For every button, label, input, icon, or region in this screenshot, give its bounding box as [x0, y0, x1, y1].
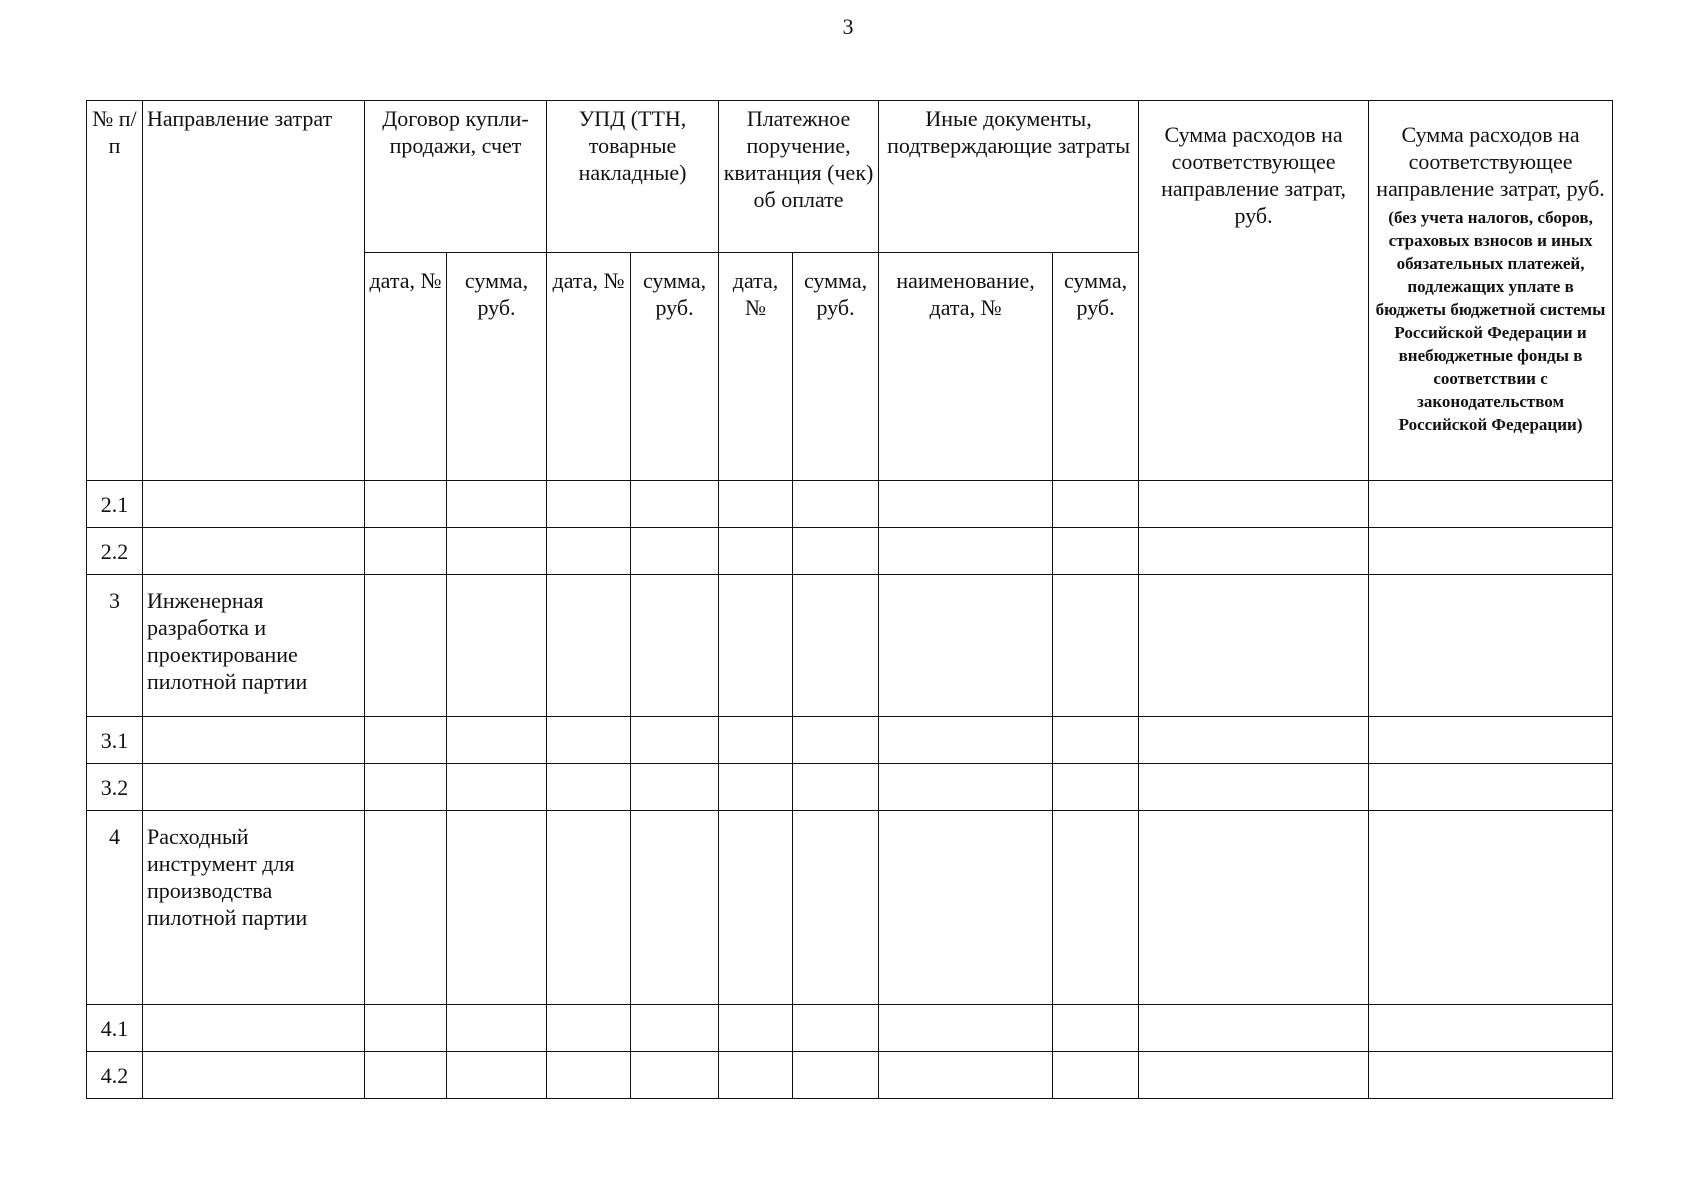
- subheader-other-name: наименование, дата, №: [879, 253, 1053, 481]
- subheader-upd-date: дата, №: [547, 253, 631, 481]
- expense-table: [86, 100, 1613, 1099]
- row-num: 4.2: [87, 1052, 143, 1099]
- subheader-payment-date: дата, №: [719, 253, 793, 481]
- row-direction: [143, 528, 365, 575]
- row-direction: [143, 717, 365, 764]
- subheader-upd-sum: сумма, руб.: [631, 253, 719, 481]
- header-payment: Платежное поручение, квитанция (чек) об оплате: [719, 101, 879, 253]
- row-num: 3: [87, 575, 143, 717]
- header-contract: Договор купли-продажи, счет: [365, 101, 547, 253]
- subheader-other-sum: сумма, руб.: [1053, 253, 1139, 481]
- header-other-docs: Иные документы, подтверждающие затраты: [879, 101, 1139, 253]
- header-num: № п/п: [87, 101, 143, 481]
- row-direction: [143, 1005, 365, 1052]
- row-num: 3.2: [87, 764, 143, 811]
- table-row: [87, 764, 1613, 811]
- subheader-contract-sum: сумма, руб.: [447, 253, 547, 481]
- row-direction: [143, 481, 365, 528]
- header-direction: Направление затрат: [143, 101, 365, 481]
- table-row: [87, 1052, 1613, 1099]
- row-direction: [143, 764, 365, 811]
- table-row: [87, 528, 1613, 575]
- subheader-payment-sum: сумма, руб.: [793, 253, 879, 481]
- row-num: 4: [87, 811, 143, 1005]
- row-num: 2.1: [87, 481, 143, 528]
- row-direction: [143, 1052, 365, 1099]
- table-row: [87, 811, 1613, 1005]
- header-sum-net: [1369, 101, 1613, 481]
- header-sum-net-note: (без учета налогов, сборов, страховых взносов и иных обязательных платежей, подлежащих уплате в бюджеты бюджетной системы Российской Федерации и внебюджетные фонды в соответствии с законодательством Российской Федерации): [1375, 208, 1606, 434]
- table-row: [87, 717, 1613, 764]
- row-num: 2.2: [87, 528, 143, 575]
- table-row: [87, 575, 1613, 717]
- header-sum-net-title: Сумма расходов на соответствующее направление затрат, руб.: [1376, 122, 1605, 201]
- subheader-contract-date: дата, №: [365, 253, 447, 481]
- table-row: [87, 481, 1613, 528]
- page-number: 3: [842, 14, 854, 39]
- header-upd: УПД (ТТН, товарные накладные): [547, 101, 719, 253]
- row-direction: Расходный инструмент для производства пилотной партии: [143, 811, 365, 1005]
- row-direction: Инженерная разработка и проектирование пилотной партии: [143, 575, 365, 717]
- table-row: [87, 1005, 1613, 1052]
- header-sum-total: Сумма расходов на соответствующее направление затрат, руб.: [1139, 101, 1369, 481]
- row-num: 4.1: [87, 1005, 143, 1052]
- row-num: 3.1: [87, 717, 143, 764]
